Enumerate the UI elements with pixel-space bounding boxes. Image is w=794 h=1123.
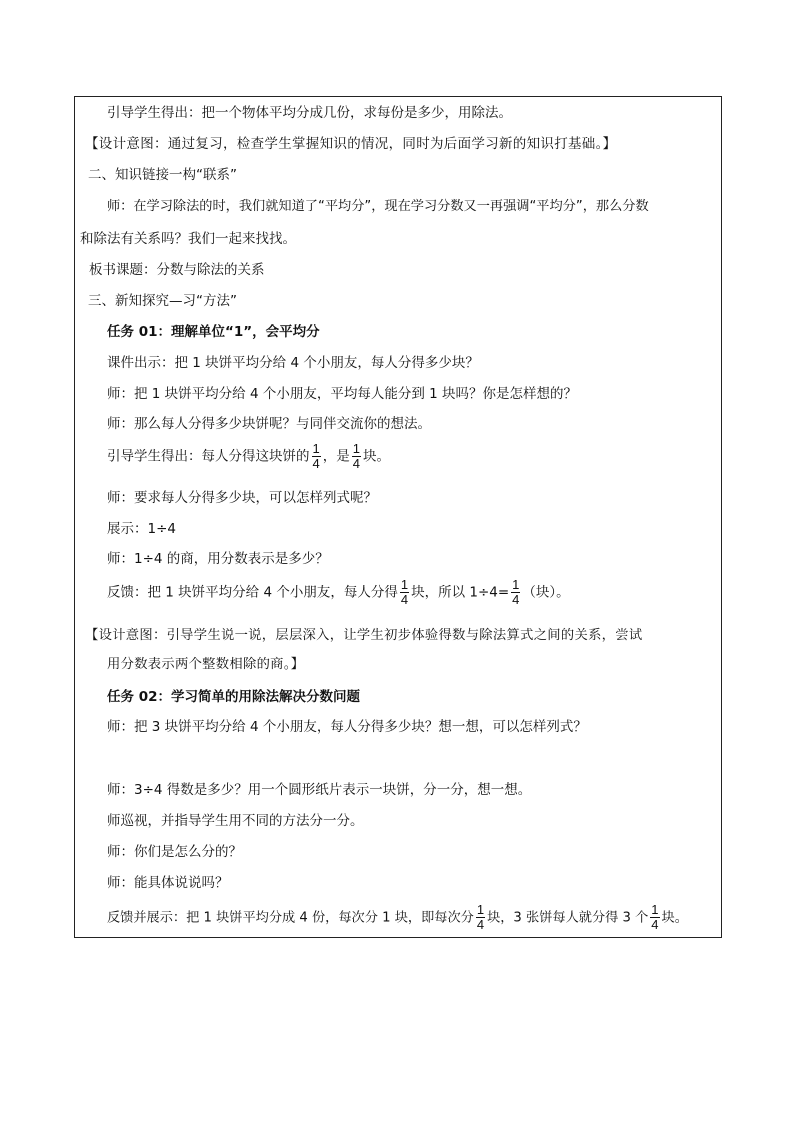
fraction-denominator: 4: [512, 592, 520, 607]
fraction-numerator: 1: [400, 577, 409, 592]
line-teacher-question-4: 师：3÷4 得数是多少？用一个圆形纸片表示一块饼，分一分，想一想。: [107, 782, 532, 798]
task-02-heading: 任务 02：学习简单的用除法解决分数问题: [107, 689, 360, 705]
fraction-one-quarter: [400, 578, 409, 607]
line-teacher-patrol: 师巡视，并指导学生用不同的方法分一分。: [107, 813, 364, 829]
line-feedback-2-text-b: 块，3 张饼每人就分得 3 个: [487, 910, 649, 926]
line-guide-fraction-text-a: 引导学生得出：每人分得这块饼的: [107, 448, 310, 465]
design-intent-1-cont: 用分数表示两个整数相除的商。】: [107, 657, 305, 672]
fraction-denominator: 4: [352, 456, 360, 471]
line-teacher-question-6: 师：能具体说说吗？: [107, 875, 229, 891]
fraction-one-quarter: [511, 578, 520, 607]
section-heading-2: 二、知识链接一构“联系”: [88, 167, 237, 183]
fraction-denominator: 4: [312, 456, 320, 471]
line-feedback-1: [107, 578, 570, 607]
fraction-numerator: 1: [352, 441, 360, 456]
design-intent-1: 【设计意图：引导学生说一说，层层深入，让学生初步体验得数与除法算式之间的关系，尝试: [85, 628, 643, 643]
line-feedback-1-text-b: 块，所以 1÷4=: [411, 584, 510, 601]
fraction-one-quarter: [650, 903, 659, 932]
line-teacher-quotient: 师：1÷4 的商，用分数表示是多少？: [107, 551, 329, 567]
line-feedback-2-text-a: 反馈并展示：把 1 块饼平均分成 4 份，每次分 1 块，即每次分: [107, 910, 474, 926]
task-01-heading: 任务 01：理解单位“1”，会平均分: [107, 324, 320, 340]
line-guide-fraction-text-b: ，是: [322, 448, 350, 465]
fraction-numerator: 1: [476, 902, 485, 917]
line-courseware: 课件出示：把 1 块饼平均分给 4 个小朋友，每人分得多少块？: [107, 355, 479, 371]
line-feedback-1-text-a: 反馈：把 1 块饼平均分给 4 个小朋友，每人分得: [107, 584, 398, 601]
fraction-one-quarter: [312, 442, 321, 471]
fraction-numerator: 1: [312, 441, 320, 456]
fraction-one-quarter: [352, 442, 361, 471]
design-intent-review: 【设计意图：通过复习，检查学生掌握知识的情况，同时为后面学习新的知识打基础。】: [85, 136, 617, 152]
line-feedback-1-text-c: （块）。: [522, 584, 570, 601]
line-guide-fraction: [107, 442, 390, 471]
line-teacher-formula: 师：要求每人分得多少块，可以怎样列式呢？: [107, 490, 377, 506]
line-show: 展示：1÷4: [107, 521, 176, 537]
line-teacher-question-1: 师：把 1 块饼平均分给 4 个小朋友，平均每人能分到 1 块吗？你是怎样想的？: [107, 386, 578, 402]
line-guide-fraction-text-c: 块。: [362, 448, 390, 465]
fraction-numerator: 1: [651, 902, 659, 917]
line-teacher-question-5: 师：你们是怎么分的？: [107, 844, 242, 860]
fraction-numerator: 1: [512, 577, 520, 592]
fraction-denominator: 4: [400, 592, 409, 607]
fraction-one-quarter: [476, 903, 485, 932]
fraction-denominator: 4: [476, 917, 485, 932]
line-teacher-intro-cont: 和除法有关系吗？我们一起来找找。: [80, 231, 296, 247]
line-teacher-question-3: 师：把 3 块饼平均分给 4 个小朋友，每人分得多少块？想一想，可以怎样列式？: [107, 719, 587, 735]
fraction-denominator: 4: [651, 917, 659, 932]
line-teacher-intro: 师：在学习除法的时，我们就知道了“平均分”，现在学习分数又一再强调“平均分”，那么分数: [107, 199, 649, 214]
line-feedback-2-text-c: 块。: [661, 910, 688, 926]
line-guide-division: 引导学生得出：把一个物体平均分成几份，求每份是多少，用除法。: [107, 105, 512, 121]
line-board-title: 板书课题：分数与除法的关系: [89, 262, 265, 278]
section-heading-3: 三、新知探究—习“方法”: [88, 293, 237, 309]
line-feedback-2: [107, 903, 688, 932]
line-teacher-question-2: 师：那么每人分得多少块饼呢？与同伴交流你的想法。: [107, 416, 431, 432]
